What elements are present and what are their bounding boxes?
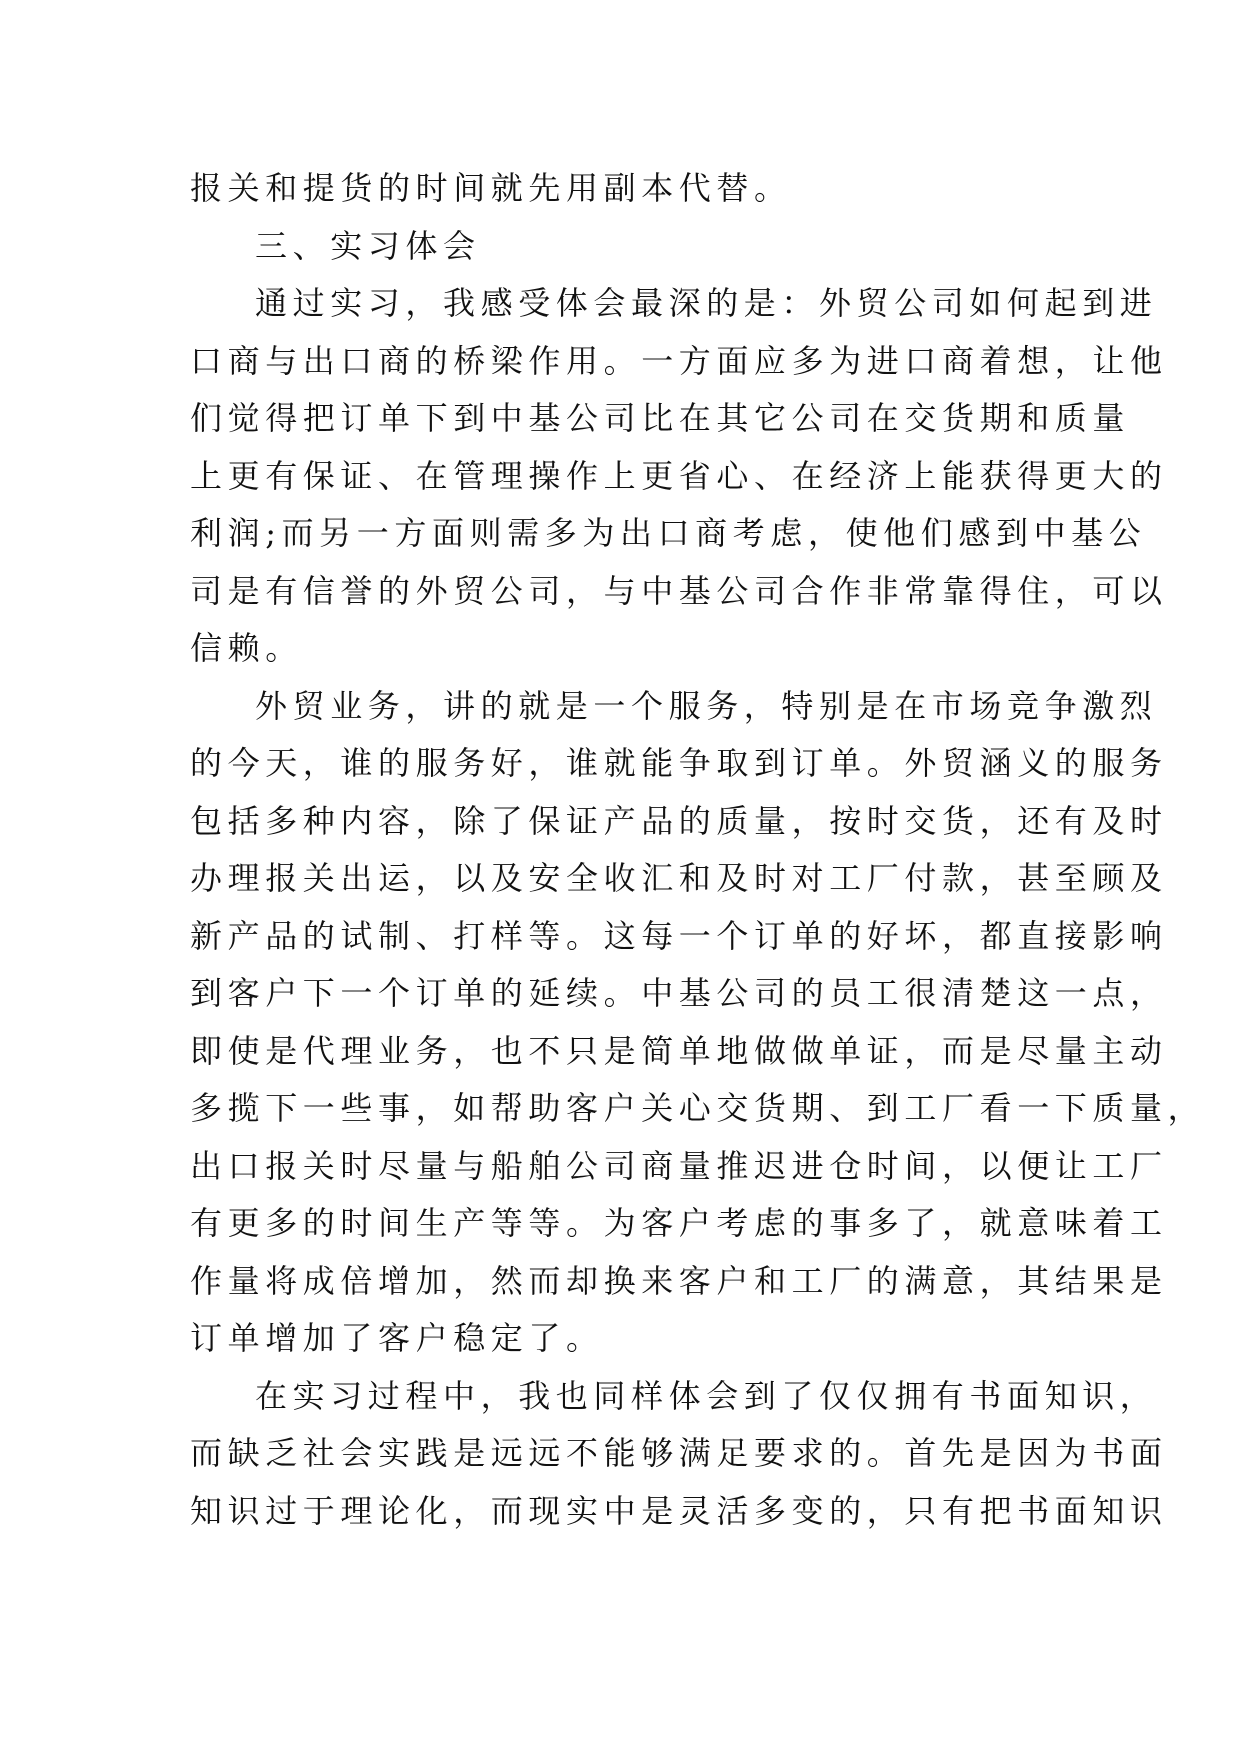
- text-line: 的今天，谁的服务好，谁就能争取到订单。外贸涵义的服务: [190, 744, 1168, 782]
- text-line: 而缺乏社会实践是远远不能够满足要求的。首先是因为书面: [190, 1434, 1168, 1472]
- text-line: 利润;而另一方面则需多为出口商考虑，使他们感到中基公: [190, 514, 1147, 552]
- text-line: 订单增加了客户稳定了。: [190, 1319, 604, 1357]
- text-line: 多揽下一些事，如帮助客户关心交货期、到工厂看一下质量，: [190, 1089, 1206, 1127]
- text-line: 出口报关时尽量与船舶公司商量推迟进仓时间，以便让工厂: [190, 1146, 1168, 1185]
- text-line: 司是有信誉的外贸公司，与中基公司合作非常靠得住，可以: [190, 571, 1168, 610]
- text-line: 办理报关出运，以及安全收汇和及时对工厂付款，甚至顾及: [190, 859, 1168, 897]
- text-line: 作量将成倍增加，然而却换来客户和工厂的满意，其结果是: [190, 1261, 1168, 1300]
- text-line: 到客户下一个订单的延续。中基公司的员工很清楚这一点，: [190, 974, 1168, 1012]
- text-line: 外贸业务，讲的就是一个服务，特别是在市场竞争激烈: [255, 686, 1158, 725]
- text-line: 信赖。: [190, 629, 303, 667]
- text-line: 即使是代理业务，也不只是简单地做做单证，而是尽量主动: [190, 1031, 1168, 1070]
- text-line: 知识过于理论化，而现实中是灵活多变的，只有把书面知识: [190, 1491, 1168, 1530]
- text-line: 口商与出口商的桥梁作用。一方面应多为进口商着想，让他: [190, 341, 1168, 380]
- text-line: 上更有保证、在管理操作上更省心、在经济上能获得更大的: [190, 456, 1168, 495]
- text-line: 报关和提货的时间就先用副本代替。: [190, 169, 792, 207]
- text-line: 有更多的时间生产等等。为客户考虑的事多了，就意味着工: [190, 1204, 1168, 1242]
- text-line: 新产品的试制、打样等。这每一个订单的好坏，都直接影响: [190, 916, 1168, 955]
- text-line: 在实习过程中，我也同样体会到了仅仅拥有书面知识，: [255, 1376, 1158, 1415]
- text-line: 通过实习，我感受体会最深的是：外贸公司如何起到进: [255, 284, 1158, 322]
- text-line: 三、实习体会: [255, 226, 481, 265]
- text-line: 包括多种内容，除了保证产品的质量，按时交货，还有及时: [190, 801, 1168, 840]
- text-line: 们觉得把订单下到中基公司比在其它公司在交货期和质量: [190, 399, 1131, 437]
- document-body: [190, 160, 1206, 1540]
